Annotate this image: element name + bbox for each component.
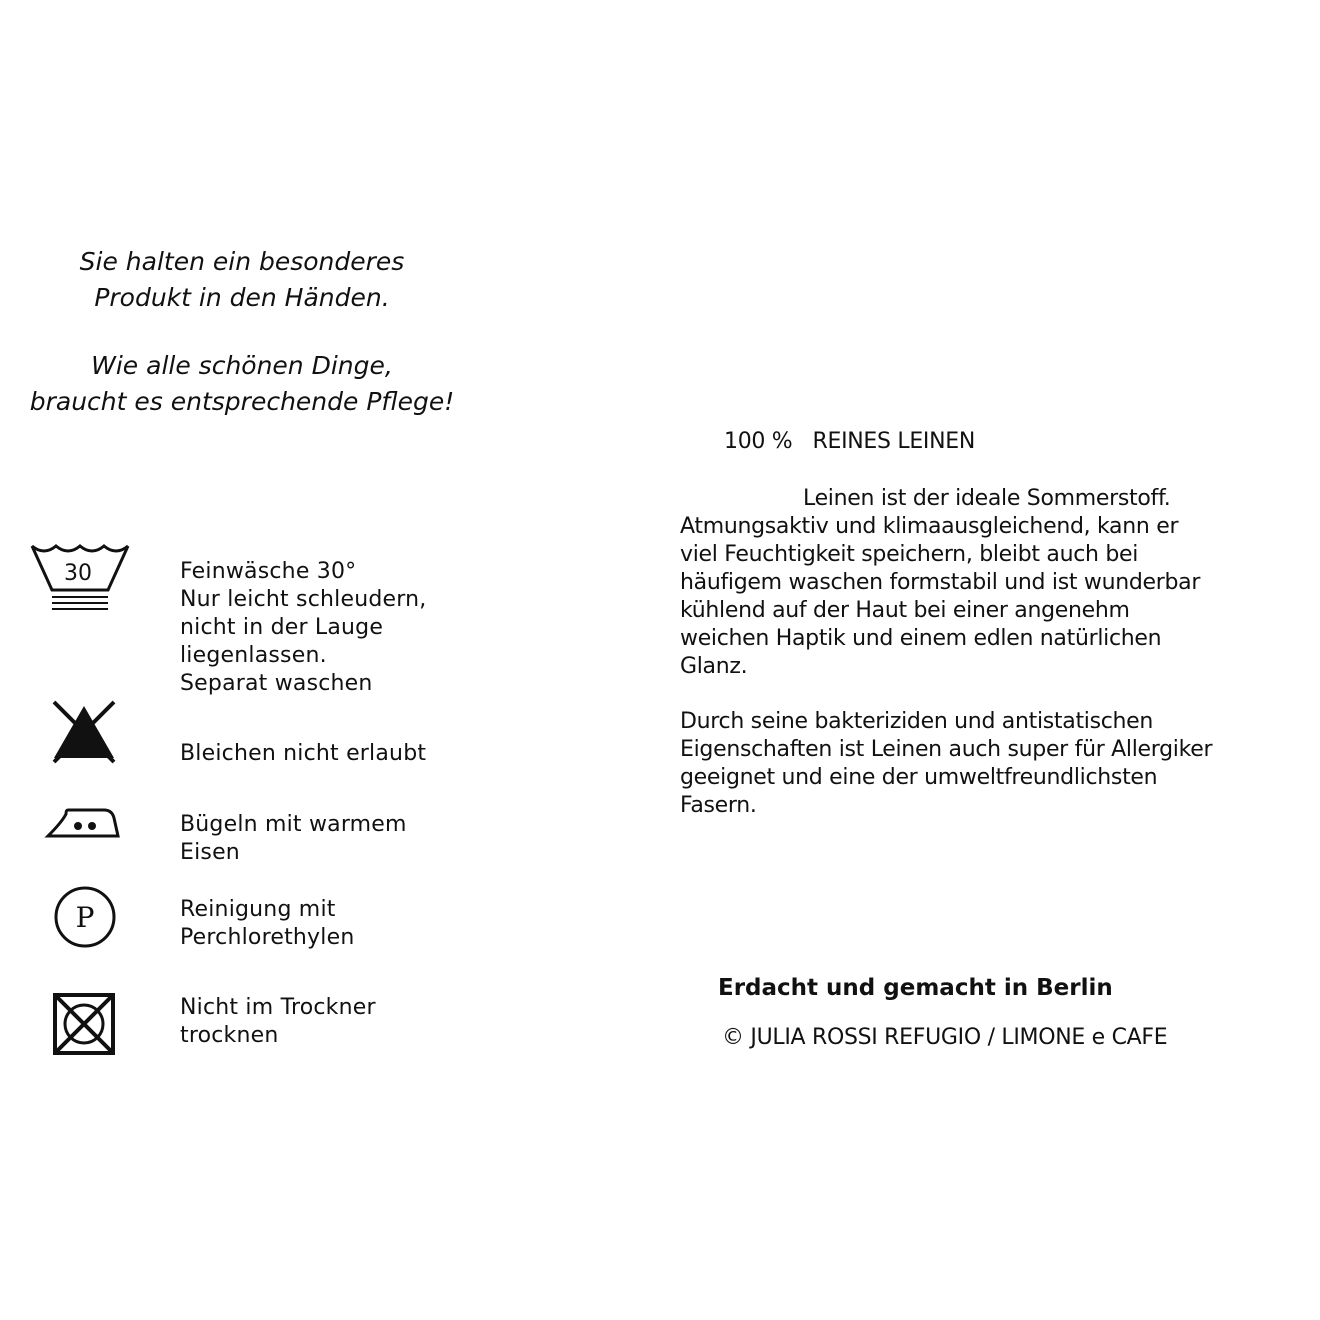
material-percent: 100 % [724, 429, 793, 454]
dry-clean-p-icon [53, 885, 117, 953]
care-line: Eisen [180, 840, 240, 865]
description-line: Leinen ist der ideale Sommerstoff. [803, 486, 1171, 511]
care-text-wash [180, 558, 426, 698]
intro-line-3: Wie alle schönen Dinge, [91, 351, 393, 380]
care-line: Bügeln mit warmem [180, 812, 407, 837]
description-line: kühlend auf der Haut bei einer angenehm [680, 598, 1130, 623]
description-paragraph-1 [680, 485, 1300, 681]
no-tumble-dry-icon [52, 992, 116, 1060]
iron-two-dots-icon [44, 806, 124, 844]
care-line: liegenlassen. [180, 643, 327, 668]
description-line: viel Feuchtigkeit speichern, bleibt auch bei [680, 542, 1139, 567]
care-line: Nicht im Trockner [180, 995, 376, 1020]
care-line: Reinigung mit [180, 897, 336, 922]
care-line: Nur leicht schleudern, [180, 587, 427, 612]
care-text-dryclean [180, 896, 354, 952]
description-line: geeignet und eine der umweltfreundlichsten [680, 765, 1158, 790]
intro-block [0, 244, 492, 420]
dry-clean-letter: P [75, 901, 95, 934]
care-line: trocknen [180, 1023, 279, 1048]
description-line: Eigenschaften ist Leinen auch super für Allergiker [680, 737, 1213, 762]
intro-line-4: braucht es entsprechende Pflege! [29, 387, 455, 416]
wash-30-icon [30, 542, 130, 614]
intro-line-1: Sie halten ein besonderes [79, 247, 405, 276]
material-name: REINES LEINEN [812, 429, 976, 454]
description-paragraph-2 [680, 708, 1300, 820]
no-bleach-icon [50, 700, 118, 768]
intro-line-2: Produkt in den Händen. [94, 283, 390, 312]
wash-temperature-label: 30 [64, 561, 92, 586]
description-line: Atmungsaktiv und klimaausgleichend, kann er [680, 514, 1179, 539]
copyright-line: © JULIA ROSSI REFUGIO / LIMONE e CAFE [722, 1025, 1168, 1050]
description-line: Glanz. [680, 654, 748, 679]
care-line: Bleichen nicht erlaubt [180, 741, 427, 766]
material-label [724, 428, 975, 456]
care-line: Separat waschen [180, 671, 373, 696]
made-in-berlin: Erdacht und gemacht in Berlin [718, 975, 1113, 1001]
care-line: nicht in der Lauge [180, 615, 384, 640]
description-line: weichen Haptik und einem edlen natürlichen [680, 626, 1162, 651]
description-line: Durch seine bakteriziden und antistatischen [680, 709, 1154, 734]
description-line: häufigem waschen formstabil und ist wunderbar [680, 570, 1201, 595]
care-line: Feinwäsche 30° [180, 559, 357, 584]
care-text-iron [180, 811, 407, 867]
care-line: Perchlorethylen [180, 925, 355, 950]
care-text-bleach [180, 740, 426, 768]
care-text-dryer [180, 994, 376, 1050]
description-line: Fasern. [680, 793, 757, 818]
